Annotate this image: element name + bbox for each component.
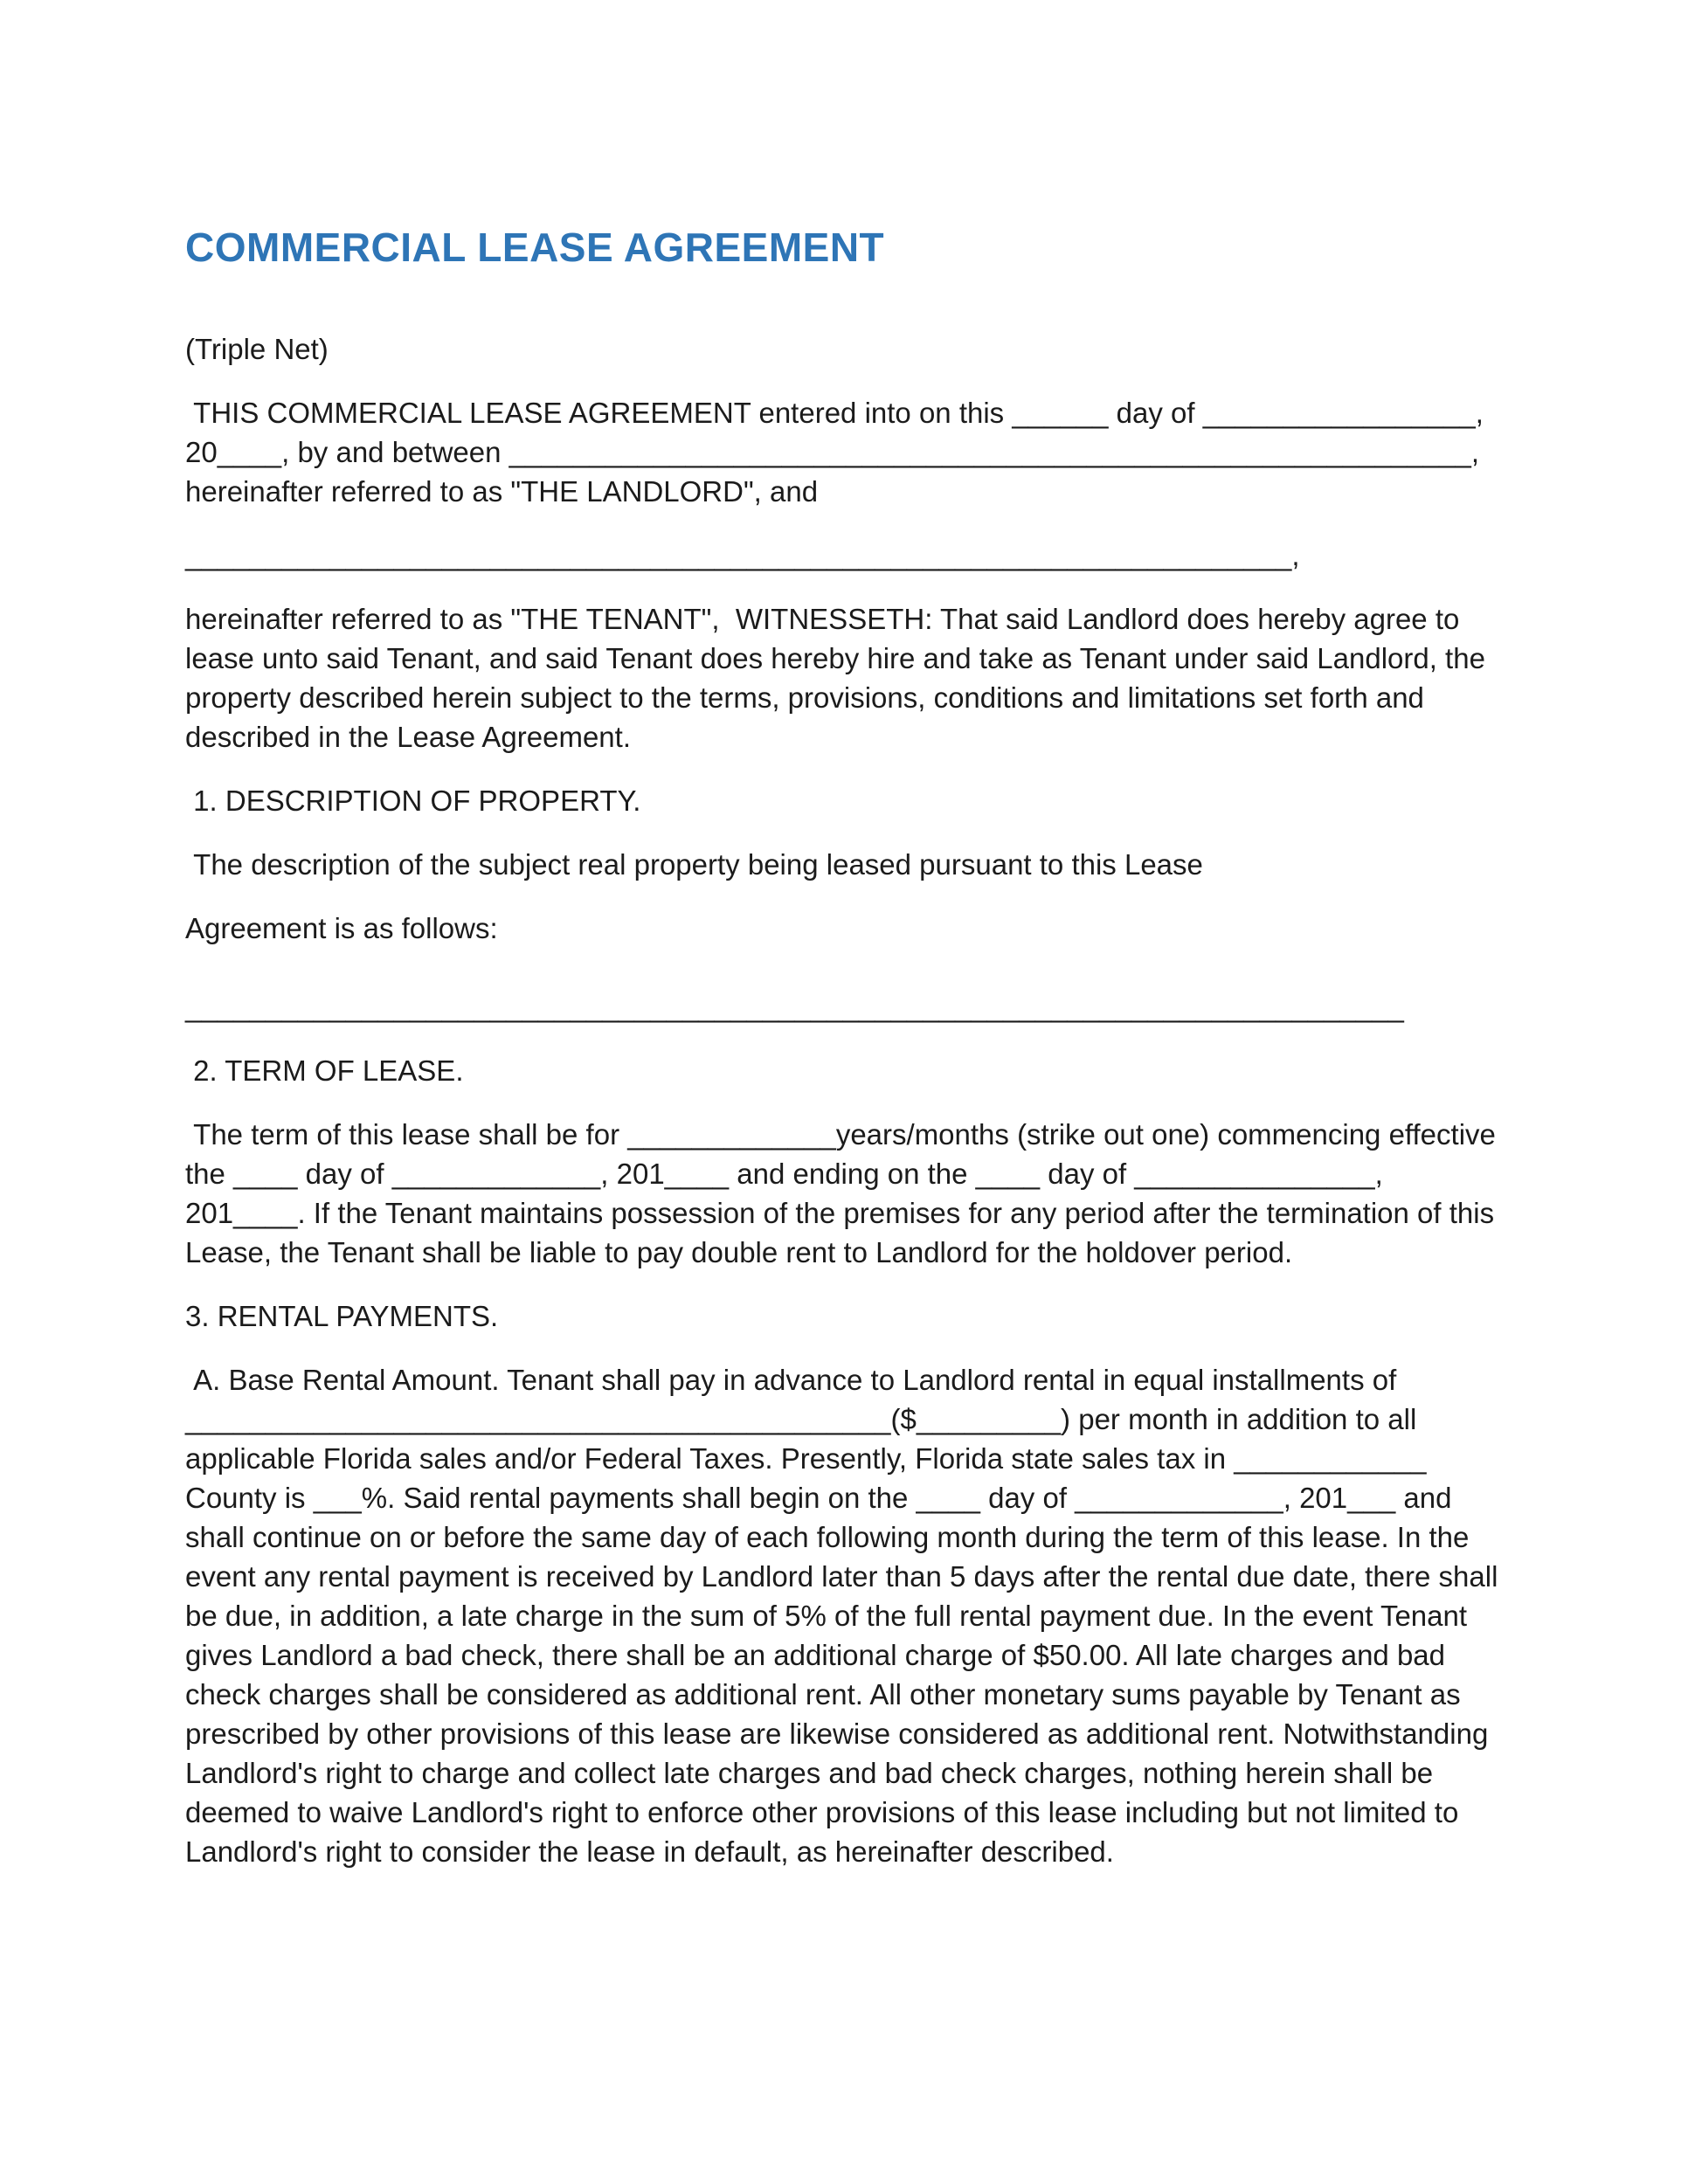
section-3-paragraph-base-rental-amount: A. Base Rental Amount. Tenant shall pay in advance to Landlord rental in equal installments of ____________________________________________($_________) per month in addition to all applicable Florida sales and/or Federal Taxes. Presently, Florida state sales tax in ____________ County is ___%. Said rental payments shall begin on the ____ day of _____________, 201___ and shall continue on or before the same day of each following month during the term of this lease. In the event any rental payment is received by Landlord later than 5 days after the rental due date, there shall be due, in addition, a late charge in the sum of 5% of the full rental payment due. In the event Tenant gives Landlord a bad check, there shall be an additional charge of $50.00. All late charges and bad check charges shall be considered as additional rent. All other monetary sums payable by Tenant as prescribed by other provisions of this lease are likewise considered as additional rent. Notwithstanding Landlord's right to charge and collect late charges and bad check charges, nothing herein shall be deemed to waive Landlord's right to enforce other provisions of this lease including but not limited to Landlord's right to consider the lease in default, as hereinafter described. — [185, 1363, 1506, 1868]
intro-paragraph-witnesseth: hereinafter referred to as "THE TENANT", WITNESSETH: That said Landlord does hereby agree to lease unto said Tenant, and said Tenant does hereby hire and take as Tenant under said Landlord, the property described herein subject to the terms, provisions, conditions and limitations set forth and described in the Lease Agreement. — [185, 602, 1494, 753]
page-title: COMMERCIAL LEASE AGREEMENT — [185, 225, 885, 270]
intro-paragraph-parties: THIS COMMERCIAL LEASE AGREEMENT entered into on this ______ day of _________________, 20____, by and between ____________________________________________________________, hereinafter referred to as "THE LANDLORD", and — [185, 396, 1492, 508]
section-1-paragraph-1: The description of the subject real property being leased pursuant to this Lease — [185, 847, 1203, 881]
section-2-paragraph-term: The term of this lease shall be for _____________years/months (strike out one) commencing effective the ____ day of _____________, 201____ and ending on the ____ day of _______________, 201____. If the Tenant maintains possession of the premises for any period after the termination of this Lease, the Tenant shall be liable to pay double rent to Landlord for the holdover period. — [185, 1117, 1505, 1268]
section-2-heading-term-of-lease: 2. TERM OF LEASE. — [185, 1054, 464, 1087]
section-1-paragraph-2: Agreement is as follows: — [185, 911, 498, 944]
section-3-heading-rental-payments: 3. RENTAL PAYMENTS. — [185, 1299, 499, 1332]
section-1-heading-description-of-property: 1. DESCRIPTION OF PROPERTY. — [185, 784, 641, 817]
property-description-blank-line: ____________________________________________________________________________ — [185, 990, 1404, 1023]
subtitle-triple-net: (Triple Net) — [185, 332, 329, 365]
tenant-name-blank-line: _____________________________________________________________________, — [185, 538, 1300, 571]
